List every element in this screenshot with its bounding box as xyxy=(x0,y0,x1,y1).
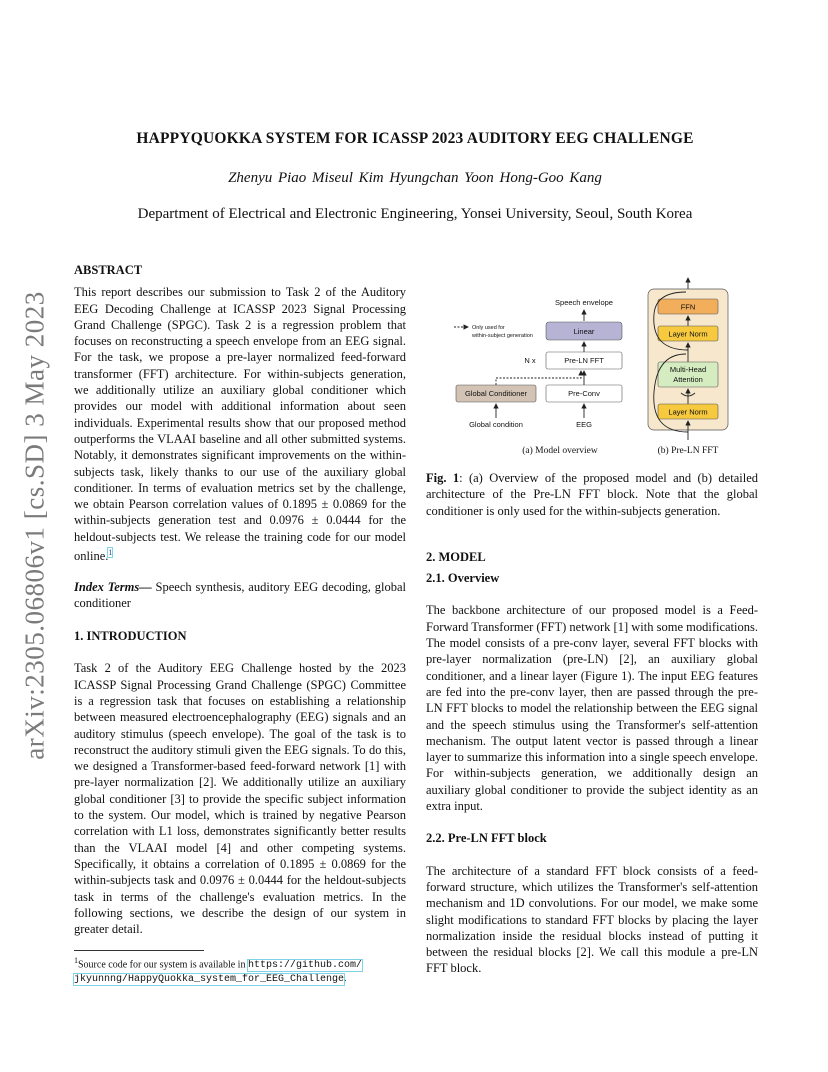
caption-b: (b) Pre-LN FFT xyxy=(657,446,719,456)
label-preln-fft: Pre-LN FFT xyxy=(564,356,604,365)
overview-text: The backbone architecture of our proposed model is a Feed-Forward Transformer (FFT) network [1] with some modifications. The model consists of a pre-conv layer, several FFT blocks with pre-layer normalization (pre-LN) [2], an auxiliary global conditioner, and a linear layer (Figure 1). The input EEG features are fed into the pre-conv layer, then are passed through the pre-LN FFT blocks to model the relationship between the EEG signal and the speech stimulus using the Transformer's self-attention mechanism. The output latent vector is passed through a linear layer to summarize this information into a single speech envelope. For within-subjects generation, we additionally design an auxiliary global conditioner to provide the subject identity as an extra input. xyxy=(426,603,758,814)
label-speech-envelope: Speech envelope xyxy=(555,298,613,307)
legend-line-1: Only used for xyxy=(472,325,505,331)
footnote-url-continued[interactable]: jkyunnng/HappyQuokka_system_for_EEG_Challenge xyxy=(74,974,345,986)
overview-heading: 2.1. Overview xyxy=(426,571,500,586)
label-global-conditioner: Global Conditioner xyxy=(464,389,528,398)
preln-text: The architecture of a standard FFT block consists of a feed-forward structure, which utilizes the Transformer's self-attention mechanism and 1D convolutions. For our model, we make some slight modifications to standard FFT blocks by placing the layer normalization inside the residual blocks instead of putting it between the residual blocks [2]. We call this module a pre-LN FFT block. xyxy=(426,863,758,976)
label-mha-line-1: Multi-Head xyxy=(669,365,707,374)
label-ffn: FFN xyxy=(680,302,696,312)
paper-affiliation: Department of Electrical and Electronic Engineering, Yonsei University, Seoul, South Korea xyxy=(137,206,693,222)
paper-authors: Zhenyu Piao Miseul Kim Hyungchan Yoon Hong-Goo Kang xyxy=(228,170,602,186)
legend-line-2: within-subject generation xyxy=(472,333,533,339)
footnote-url[interactable]: https://github.com/ xyxy=(247,960,362,972)
intro-text: Task 2 of the Auditory EEG Challenge hosted by the 2023 ICASSP Signal Processing Grand Challenge (SPGC) Committee is a regression task that focuses on establishing a relationship between measured electroencephalography (EEG) signals and an auditory stimulus (speech envelope). The goal of the task is to reconstruct the auditory stimuli given the EEG signals. To do this, we designed a Transformer-based feed-forward network [1] with pre-layer normalization [2]. We additionally utilize an auxiliary global conditioner [3] to provide the specific subject information to the system. Our model, which is trained by negative Pearson correlation with L1 loss, demonstrates significantly better results than the VLAAI model [4] and other competing systems. Specifically, it obtains a correlation of 0.1895 ± 0.0869 for the within-subjects task and 0.0976 ± 0.0444 for the heldout-subjects task in terms of the challenge's evaluation metrics. In the following sections, we describe the design of our system in greater detail. xyxy=(74,661,406,937)
footnote-rule xyxy=(74,950,204,951)
abstract-text: This report describes our submission to Task 2 of the Auditory EEG Decoding Challenge at ICASSP 2023 Signal Processing Grand Challenge (SPGC). Task 2 is a regression problem that focuses on reconstructing a speech envelope from an EEG signal. For the task, we propose a pre-layer normalized feed-forward transformer (FFT) architecture. For within-subjects generation, we additionally utilize an auxiliary global conditioner which provides our model with additional information about seen individuals. Experimental results show that our proposed method outperforms the VLAAI baseline and all other submitted systems. Notably, it demonstrates significant improvements on the within-subjects task, likely thanks to our use of the auxiliary global conditioner. In terms of evaluation metrics set by the challenge, we obtain Pearson correlation values of 0.1895 ± 0.0869 for the within-subjects generation test and 0.0976 ± 0.0444 for the heldout-subjects test. We release the training code for our model online.$^1$ xyxy=(74,285,406,564)
label-pre-conv: Pre-Conv xyxy=(568,389,600,398)
footnote-marker[interactable]: 1 xyxy=(108,548,113,558)
caption-a: (a) Model overview xyxy=(522,446,598,456)
preln-heading: 2.2. Pre-LN FFT block xyxy=(426,831,547,846)
label-layer-norm-top: Layer Norm xyxy=(668,329,708,339)
label-global-condition: Global condition xyxy=(469,420,523,429)
figure-1 xyxy=(426,272,758,462)
label-linear: Linear xyxy=(573,327,595,336)
paper-title: HAPPYQUOKKA SYSTEM FOR ICASSP 2023 AUDITORY EEG CHALLENGE xyxy=(136,130,694,147)
model-heading: 2. MODEL xyxy=(426,549,486,564)
intro-heading: 1. INTRODUCTION xyxy=(74,629,187,644)
label-eeg: EEG xyxy=(576,420,592,429)
label-layer-norm-bottom: Layer Norm xyxy=(668,407,708,417)
left-column xyxy=(74,262,406,937)
figure-caption: Fig. 1: (a) Overview of the proposed model and (b) detailed architecture of the Pre-LN FFT block. Note that the global conditioner is only used for the within-subjects generation. xyxy=(426,471,758,518)
abstract-heading: ABSTRACT xyxy=(74,263,143,277)
label-n-times: N x xyxy=(524,356,536,365)
label-mha-line-2: Attention xyxy=(673,375,703,384)
right-column xyxy=(426,470,758,977)
footnote: $^1$Source code for our system is available in https://github.com/ jkyunnng/HappyQuokka_system_for_EEG_Challenge. xyxy=(74,956,362,986)
arxiv-side-label: arXiv:2305.06806v1 [cs.SD] 3 May 2023 xyxy=(19,290,50,760)
index-terms: Index Terms— Speech synthesis, auditory EEG decoding, global conditioner xyxy=(74,579,406,610)
